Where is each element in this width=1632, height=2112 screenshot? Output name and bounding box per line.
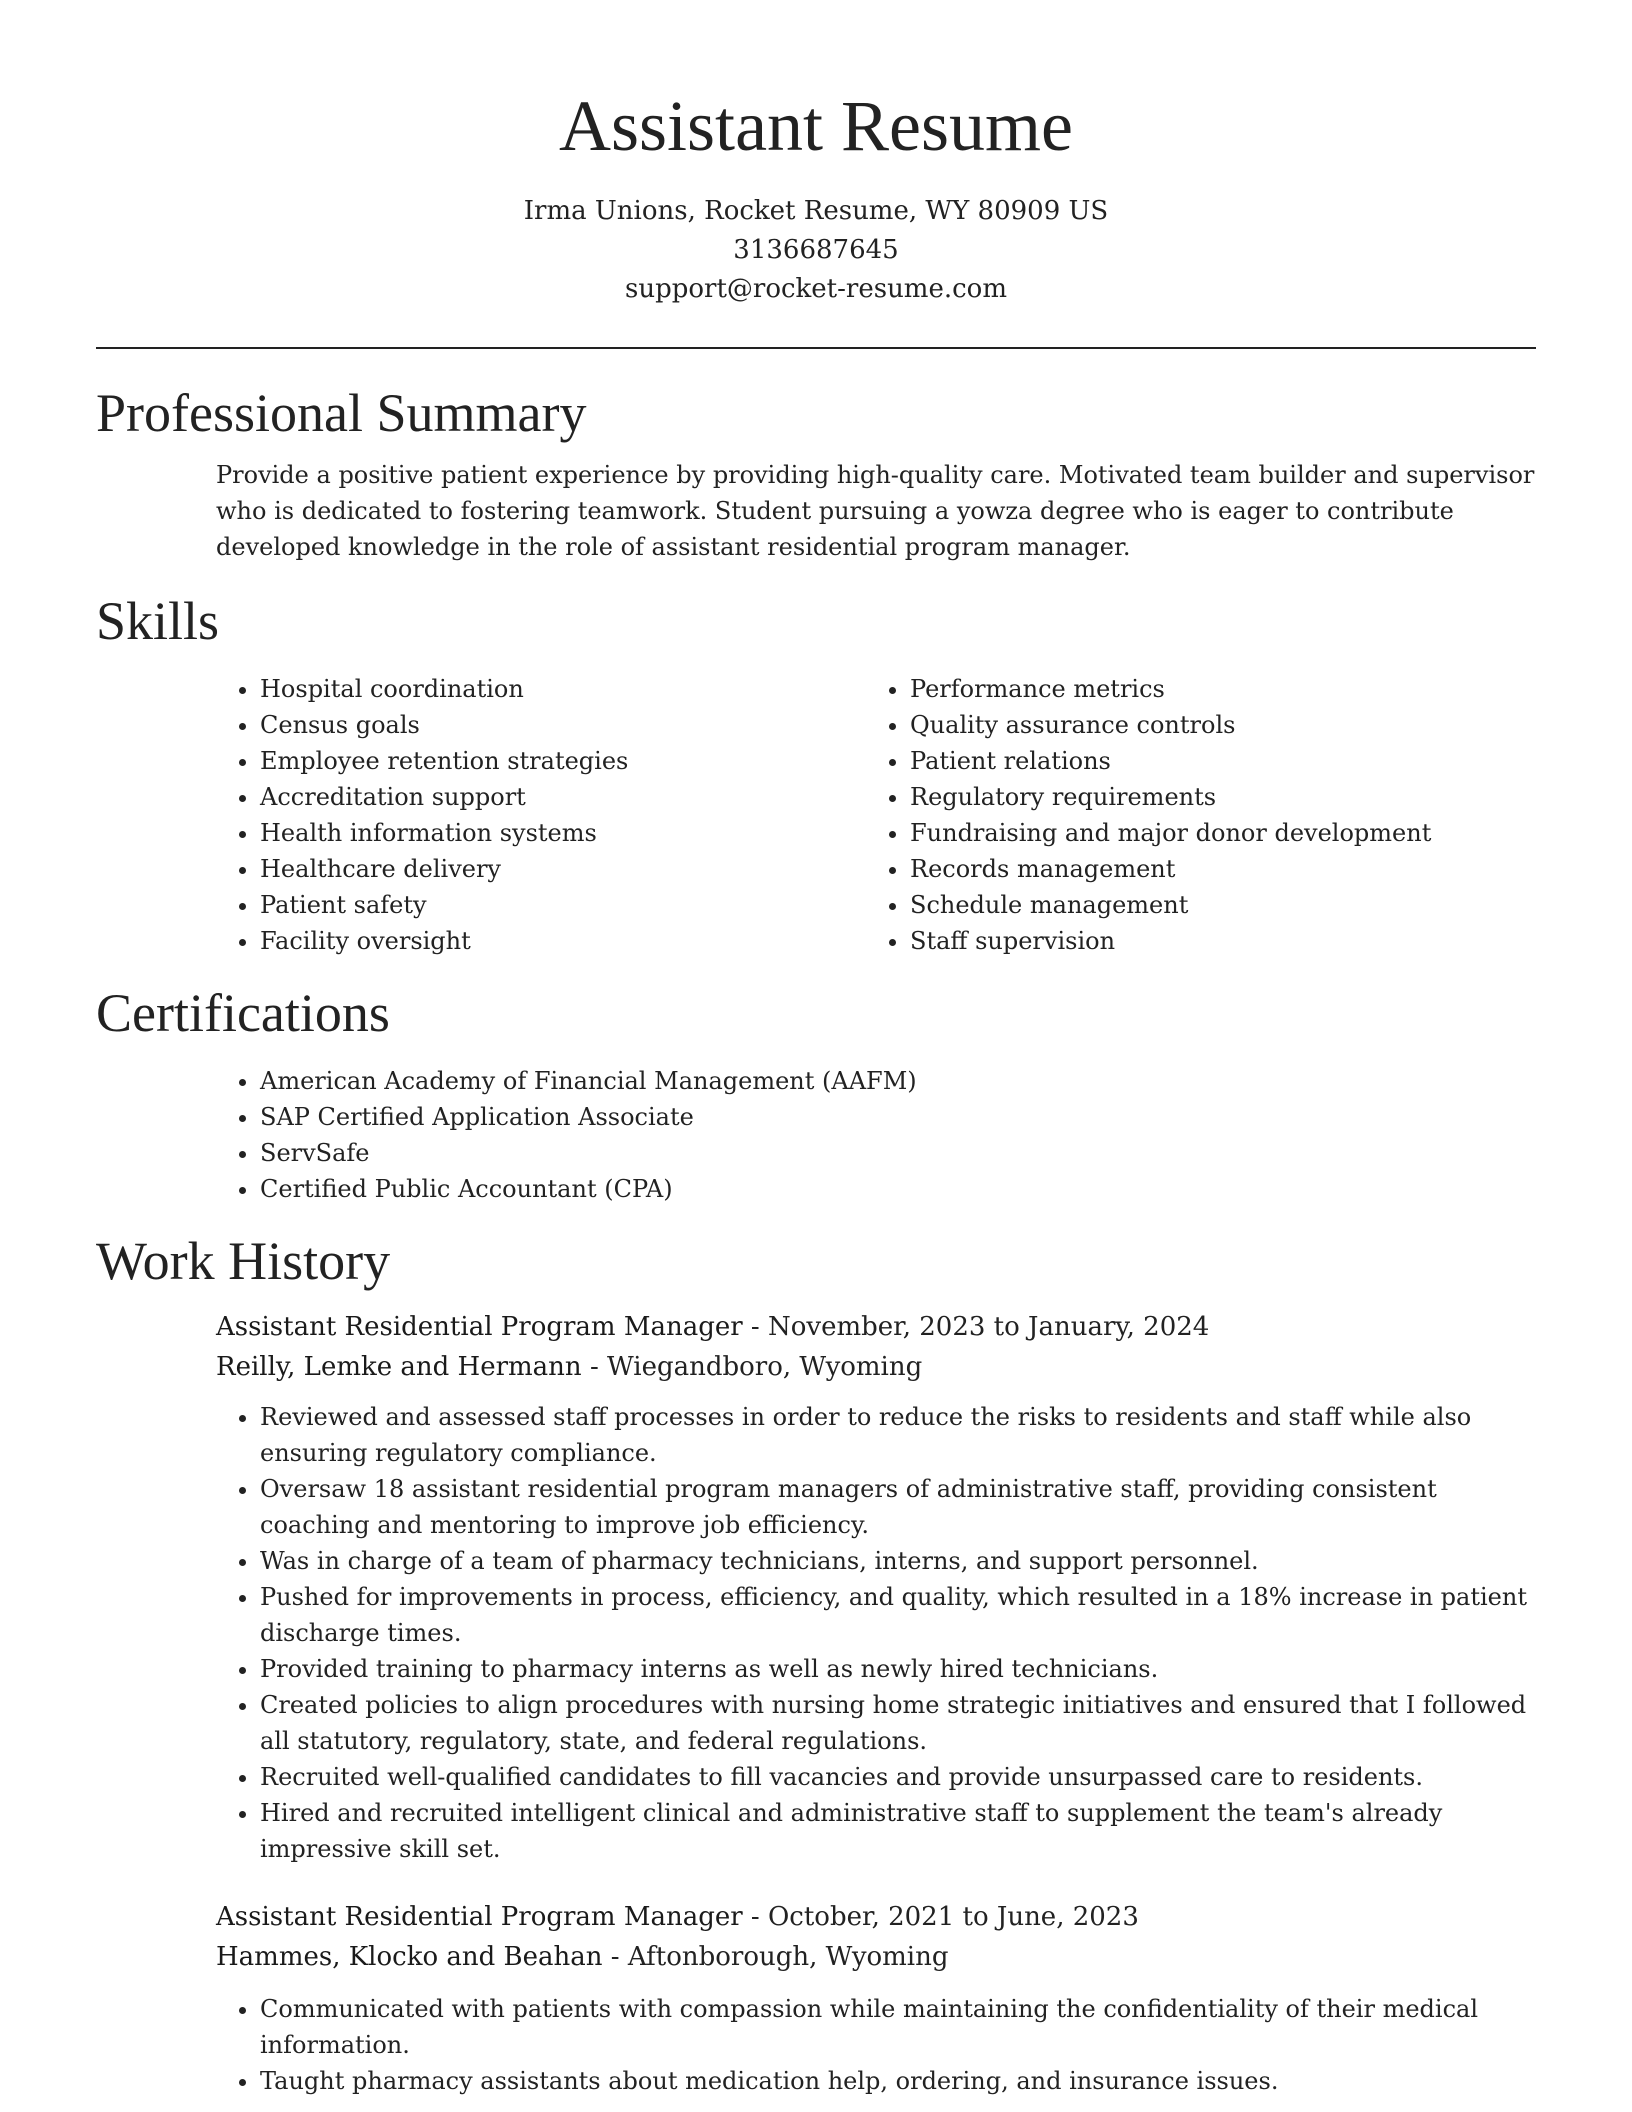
contact-phone: 3136687645 bbox=[733, 235, 899, 265]
list-item: • Fundraising and major donor development bbox=[910, 815, 1470, 851]
work-history-heading: Work History bbox=[96, 1231, 391, 1291]
work-history-section bbox=[96, 1231, 1536, 2099]
skills-heading: Skills bbox=[96, 591, 220, 651]
list-item: • Hired and recruited intelligent clinical and administrative staff to supplement the team's already impressive skill set. bbox=[260, 1795, 1536, 1867]
job-company: Hammes, Klocko and Beahan bbox=[216, 1942, 603, 1972]
list-item: • Communicated with patients with compassion while maintaining the confidentiality of their medical information. bbox=[260, 1991, 1536, 2063]
job-company-line bbox=[216, 1347, 1536, 1387]
job-bullets bbox=[96, 1991, 1536, 2099]
list-item: • SAP Certified Application Associate bbox=[260, 1099, 1536, 1135]
list-item: • Pushed for improvements in process, efficiency, and quality, which resulted in a 18% increase in patient discharge times. bbox=[260, 1579, 1536, 1651]
list-item: • Oversaw 18 assistant residential program managers of administrative staff, providing consistent coaching and mentoring to improve job efficiency. bbox=[260, 1471, 1536, 1543]
resume-title: Assistant Resume bbox=[559, 86, 1073, 166]
list-item: • Created policies to align procedures with nursing home strategic initiatives and ensured that I followed all statutory, regulatory, state, and federal regulations. bbox=[260, 1687, 1536, 1759]
skills-list-right bbox=[746, 671, 1470, 959]
list-item: • Taught pharmacy assistants about medication help, ordering, and insurance issues. bbox=[260, 2063, 1536, 2099]
job-company: Reilly, Lemke and Hermann bbox=[216, 1352, 582, 1382]
job-entry bbox=[96, 1307, 1536, 1867]
list-item: • ServSafe bbox=[260, 1135, 1536, 1171]
list-item: • Recruited well-qualified candidates to fill vacancies and provide unsurpassed care to residents. bbox=[260, 1759, 1536, 1795]
list-item: • American Academy of Financial Management (AAFM) bbox=[260, 1063, 1536, 1099]
list-item: • Healthcare delivery bbox=[260, 851, 746, 887]
list-item: • Provided training to pharmacy interns as well as newly hired technicians. bbox=[260, 1651, 1536, 1687]
list-item: • Census goals bbox=[260, 707, 746, 743]
skills-columns bbox=[96, 671, 1536, 959]
list-item: • Patient safety bbox=[260, 887, 746, 923]
list-item: • Schedule management bbox=[910, 887, 1470, 923]
contact-address: Irma Unions, Rocket Resume, WY 80909 US bbox=[523, 196, 1109, 226]
list-item: • Employee retention strategies bbox=[260, 743, 746, 779]
job-title-line bbox=[216, 1897, 1536, 1937]
job-entry bbox=[96, 1897, 1536, 2099]
job-title: Assistant Residential Program Manager bbox=[216, 1312, 743, 1342]
job-dates: - October, 2021 to June, 2023 bbox=[742, 1902, 1139, 1932]
job-location: - Wiegandboro, Wyoming bbox=[581, 1352, 923, 1382]
skills-list-left bbox=[96, 671, 746, 959]
certifications-list bbox=[96, 1063, 1536, 1207]
list-item: • Certified Public Accountant (CPA) bbox=[260, 1171, 1536, 1207]
summary-heading: Professional Summary bbox=[96, 383, 587, 443]
resume-page bbox=[96, 0, 1536, 2099]
list-item: • Records management bbox=[910, 851, 1470, 887]
list-item: • Health information systems bbox=[260, 815, 746, 851]
list-item: • Regulatory requirements bbox=[910, 779, 1470, 815]
contact-block bbox=[96, 192, 1536, 309]
list-item: • Reviewed and assessed staff processes in order to reduce the risks to residents and staff while also ensuring regulatory compliance. bbox=[260, 1399, 1536, 1471]
contact-email: support@rocket-resume.com bbox=[624, 274, 1007, 304]
job-location: - Aftonborough, Wyoming bbox=[602, 1942, 949, 1972]
certifications-heading: Certifications bbox=[96, 983, 390, 1043]
summary-text: Provide a positive patient experience by providing high-quality care. Motivated team builder and supervisor who is dedicated to fostering teamwork. Student pursuing a yowza degree who is eager to contribute developed knowledge in the role of assistant residential program manager. bbox=[216, 461, 1535, 561]
list-item: • Was in charge of a team of pharmacy technicians, interns, and support personnel. bbox=[260, 1543, 1536, 1579]
list-item: • Quality assurance controls bbox=[910, 707, 1470, 743]
job-dates: - November, 2023 to January, 2024 bbox=[742, 1312, 1210, 1342]
job-company-line bbox=[216, 1937, 1536, 1977]
list-item: • Accreditation support bbox=[260, 779, 746, 815]
job-title: Assistant Residential Program Manager bbox=[216, 1902, 743, 1932]
list-item: • Hospital coordination bbox=[260, 671, 746, 707]
list-item: • Patient relations bbox=[910, 743, 1470, 779]
job-bullets bbox=[96, 1399, 1536, 1867]
list-item: • Staff supervision bbox=[910, 923, 1470, 959]
header-divider bbox=[96, 347, 1536, 349]
list-item: • Performance metrics bbox=[910, 671, 1470, 707]
job-title-line bbox=[216, 1307, 1536, 1347]
list-item: • Facility oversight bbox=[260, 923, 746, 959]
